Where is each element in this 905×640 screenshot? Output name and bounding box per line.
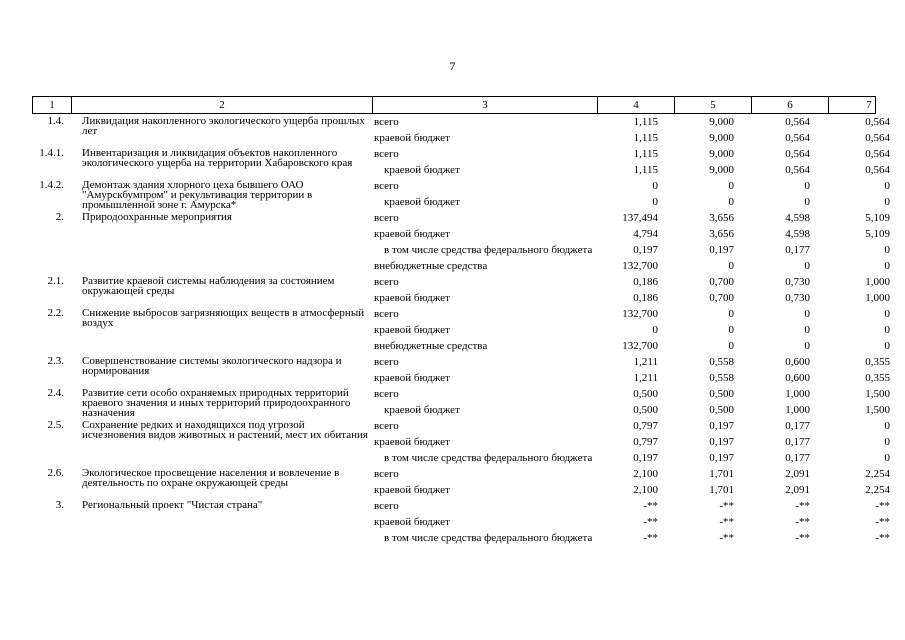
- value-cell: 0,564: [865, 148, 890, 160]
- value-cell: 0,700: [709, 292, 734, 304]
- funding-line: [370, 242, 902, 258]
- funding-lines: [370, 418, 902, 466]
- value-cell: -**: [643, 516, 658, 528]
- funding-source: всего: [374, 500, 399, 512]
- table-row: [32, 354, 890, 386]
- value-cell: 0: [884, 260, 890, 272]
- header-col-2: 2: [71, 97, 372, 113]
- value-cell: 2,254: [865, 484, 890, 496]
- value-cell: 0,186: [633, 276, 658, 288]
- funding-lines: [370, 210, 902, 274]
- value-cell: 0,564: [785, 164, 810, 176]
- value-cell: 1,000: [865, 276, 890, 288]
- value-cell: -**: [719, 500, 734, 512]
- funding-lines: [370, 306, 902, 354]
- funding-line: [370, 370, 902, 386]
- funding-line: [370, 130, 902, 146]
- row-number: 2.: [55, 211, 64, 223]
- funding-line: [370, 386, 902, 402]
- value-cell: 1,000: [785, 404, 810, 416]
- funding-line: [370, 338, 902, 354]
- table-row: [32, 210, 890, 274]
- funding-source: всего: [374, 116, 399, 128]
- value-cell: 1,115: [633, 164, 658, 176]
- funding-line: [370, 306, 902, 322]
- value-cell: 0,500: [633, 388, 658, 400]
- value-cell: 0,600: [785, 372, 810, 384]
- funding-source: всего: [374, 388, 399, 400]
- value-cell: 0: [884, 244, 890, 256]
- value-cell: 9,000: [709, 148, 734, 160]
- funding-source: краевой бюджет: [374, 228, 450, 240]
- table-row: [32, 178, 890, 211]
- value-cell: 1,500: [865, 388, 890, 400]
- value-cell: 5,109: [865, 228, 890, 240]
- table-row: [32, 466, 890, 498]
- funding-source: краевой бюджет: [374, 516, 450, 528]
- value-cell: 0,730: [785, 292, 810, 304]
- value-cell: 0,564: [785, 132, 810, 144]
- funding-line: [370, 210, 902, 226]
- value-cell: 0: [884, 180, 890, 192]
- funding-lines: [370, 146, 902, 178]
- funding-source: краевой бюджет: [374, 324, 450, 336]
- funding-source: всего: [374, 356, 399, 368]
- funding-line: [370, 178, 902, 194]
- budget-table: [32, 96, 890, 546]
- value-cell: 0: [884, 452, 890, 464]
- header-col-5: 5: [674, 97, 751, 113]
- header-col-6: 6: [751, 97, 828, 113]
- page-number: 7: [449, 59, 456, 73]
- value-cell: 1,115: [633, 132, 658, 144]
- value-cell: 2,254: [865, 468, 890, 480]
- funding-source: всего: [374, 148, 399, 160]
- value-cell: 0: [804, 324, 810, 336]
- funding-source: всего: [374, 276, 399, 288]
- funding-lines: [370, 178, 902, 210]
- value-cell: 9,000: [709, 116, 734, 128]
- funding-line: [370, 226, 902, 242]
- funding-source: краевой бюджет: [374, 372, 450, 384]
- header-col-3: 3: [372, 97, 597, 113]
- value-cell: 1,115: [633, 116, 658, 128]
- value-cell: 0: [804, 180, 810, 192]
- value-cell: 1,000: [785, 388, 810, 400]
- value-cell: 3,656: [709, 212, 734, 224]
- value-cell: 0,558: [709, 356, 734, 368]
- value-cell: 0: [884, 196, 890, 208]
- value-cell: 0,500: [633, 404, 658, 416]
- row-number: 2.2.: [47, 307, 64, 319]
- value-cell: 4,794: [633, 228, 658, 240]
- value-cell: 4,598: [785, 212, 810, 224]
- value-cell: 0: [884, 420, 890, 432]
- table-row: [32, 498, 890, 546]
- funding-line: [370, 434, 902, 450]
- row-title: Снижение выбросов загрязняющих веществ в атмосферный воздух: [82, 307, 365, 329]
- funding-source: в том числе средства федерального бюджета: [384, 244, 593, 256]
- value-cell: -**: [643, 532, 658, 544]
- row-number: 2.5.: [47, 419, 64, 431]
- row-number: 2.1.: [47, 275, 64, 287]
- value-cell: 0: [728, 340, 734, 352]
- value-cell: 0: [728, 180, 734, 192]
- funding-source: краевой бюджет: [384, 404, 460, 416]
- funding-source: краевой бюджет: [374, 484, 450, 496]
- funding-line: [370, 450, 902, 466]
- row-title: Экологическое просвещение населения и вовлечение в деятельность по охране окружающей среды: [82, 467, 340, 489]
- value-cell: 0: [652, 196, 658, 208]
- value-cell: 0,564: [865, 132, 890, 144]
- funding-source: внебюджетные средства: [374, 340, 488, 352]
- funding-line: [370, 514, 902, 530]
- value-cell: -**: [719, 532, 734, 544]
- funding-line: [370, 146, 902, 162]
- row-title: Ликвидация накопленного экологического ущерба прошлых лет: [82, 115, 365, 137]
- funding-lines: [370, 274, 902, 306]
- row-title: Природоохранные мероприятия: [82, 211, 232, 223]
- value-cell: 0,197: [633, 244, 658, 256]
- value-cell: -**: [719, 516, 734, 528]
- value-cell: 0: [884, 324, 890, 336]
- value-cell: 3,656: [709, 228, 734, 240]
- value-cell: 0,564: [785, 116, 810, 128]
- value-cell: 137,494: [622, 212, 658, 224]
- funding-source: в том числе средства федерального бюджета: [384, 532, 593, 544]
- value-cell: 1,000: [865, 292, 890, 304]
- value-cell: 0,197: [709, 436, 734, 448]
- value-cell: 2,100: [633, 484, 658, 496]
- value-cell: 0,197: [633, 452, 658, 464]
- funding-source: всего: [374, 468, 399, 480]
- row-number: 2.3.: [47, 355, 64, 367]
- value-cell: 1,701: [709, 468, 734, 480]
- row-title: Развитие краевой системы наблюдения за состоянием окружающей среды: [82, 275, 335, 297]
- value-cell: 0,177: [785, 436, 810, 448]
- value-cell: 0: [884, 308, 890, 320]
- row-number: 3.: [55, 499, 64, 511]
- value-cell: 0,564: [865, 164, 890, 176]
- funding-source: всего: [374, 180, 399, 192]
- row-title: Развитие сети особо охраняемых природных территорий краевого значения и иных территорий природоохранного назначения: [82, 387, 351, 419]
- value-cell: -**: [643, 500, 658, 512]
- row-title: Совершенствование системы экологического надзора и нормирования: [82, 355, 342, 377]
- value-cell: 0,177: [785, 244, 810, 256]
- value-cell: 0,355: [865, 356, 890, 368]
- value-cell: 2,100: [633, 468, 658, 480]
- table-row: [32, 274, 890, 306]
- value-cell: -**: [795, 500, 810, 512]
- value-cell: 1,500: [865, 404, 890, 416]
- value-cell: 0,564: [865, 116, 890, 128]
- value-cell: 1,211: [633, 356, 658, 368]
- row-number: 1.4.: [47, 115, 64, 127]
- value-cell: 0,500: [709, 404, 734, 416]
- value-cell: 0,500: [709, 388, 734, 400]
- value-cell: 0,700: [709, 276, 734, 288]
- value-cell: 0,186: [633, 292, 658, 304]
- value-cell: 4,598: [785, 228, 810, 240]
- value-cell: 0: [884, 436, 890, 448]
- value-cell: 1,211: [633, 372, 658, 384]
- value-cell: 0,197: [709, 244, 734, 256]
- value-cell: 132,700: [622, 308, 658, 320]
- row-title: Инвентаризация и ликвидация объектов накопленного экологического ущерба на территории Хабаровского края: [82, 147, 353, 169]
- funding-line: [370, 258, 902, 274]
- value-cell: 0,797: [633, 436, 658, 448]
- value-cell: 0,600: [785, 356, 810, 368]
- value-cell: 1,115: [633, 148, 658, 160]
- value-cell: 0,355: [865, 372, 890, 384]
- funding-line: [370, 114, 902, 130]
- value-cell: 0: [652, 324, 658, 336]
- value-cell: 1,701: [709, 484, 734, 496]
- table-row: [32, 418, 890, 466]
- row-number: 1.4.1.: [39, 147, 64, 159]
- funding-line: [370, 290, 902, 306]
- value-cell: 0: [804, 260, 810, 272]
- funding-source: краевой бюджет: [374, 132, 450, 144]
- funding-lines: [370, 386, 902, 418]
- funding-source: всего: [374, 420, 399, 432]
- value-cell: 0,558: [709, 372, 734, 384]
- value-cell: 5,109: [865, 212, 890, 224]
- value-cell: 132,700: [622, 340, 658, 352]
- header-col-1: 1: [49, 99, 55, 111]
- value-cell: 0,730: [785, 276, 810, 288]
- funding-line: [370, 466, 902, 482]
- value-cell: 0: [804, 340, 810, 352]
- row-title: Региональный проект "Чистая страна": [82, 499, 263, 511]
- funding-line: [370, 418, 902, 434]
- funding-line: [370, 354, 902, 370]
- funding-line: [370, 274, 902, 290]
- funding-source: краевой бюджет: [384, 164, 460, 176]
- value-cell: 0: [728, 196, 734, 208]
- table-header-row: [32, 96, 876, 114]
- funding-source: в том числе средства федерального бюджета: [384, 452, 593, 464]
- funding-line: [370, 498, 902, 514]
- funding-source: всего: [374, 308, 399, 320]
- header-col-4: 4: [597, 97, 674, 113]
- row-title: Сохранение редких и находящихся под угрозой исчезновения видов животных и растений, мест их обитания: [82, 419, 368, 441]
- funding-line: [370, 402, 902, 418]
- table-row: [32, 114, 890, 146]
- value-cell: -**: [795, 516, 810, 528]
- value-cell: 9,000: [709, 132, 734, 144]
- funding-source: краевой бюджет: [374, 436, 450, 448]
- funding-line: [370, 530, 902, 546]
- value-cell: 0: [652, 180, 658, 192]
- header-col-7: 7: [828, 97, 905, 113]
- row-title: Демонтаж здания хлорного цеха бывшего ОАО "Амурскбумпром" и рекультивация территории в промышленной зоне г. Амурска*: [82, 179, 313, 211]
- table-row: [32, 306, 890, 354]
- value-cell: 0,197: [709, 420, 734, 432]
- row-number: 2.4.: [47, 387, 64, 399]
- value-cell: 0: [728, 308, 734, 320]
- value-cell: -**: [875, 516, 890, 528]
- value-cell: -**: [795, 532, 810, 544]
- value-cell: 0: [728, 324, 734, 336]
- value-cell: 2,091: [785, 484, 810, 496]
- funding-lines: [370, 114, 902, 146]
- table-row: [32, 146, 890, 178]
- value-cell: 0: [884, 340, 890, 352]
- value-cell: 9,000: [709, 164, 734, 176]
- funding-lines: [370, 354, 902, 386]
- table-row: [32, 386, 890, 419]
- funding-line: [370, 482, 902, 498]
- value-cell: 2,091: [785, 468, 810, 480]
- funding-line: [370, 322, 902, 338]
- value-cell: 0,797: [633, 420, 658, 432]
- funding-lines: [370, 466, 902, 498]
- value-cell: -**: [875, 532, 890, 544]
- value-cell: 0: [804, 196, 810, 208]
- funding-source: краевой бюджет: [384, 196, 460, 208]
- funding-source: краевой бюджет: [374, 292, 450, 304]
- table-body: [32, 114, 890, 546]
- value-cell: 0: [728, 260, 734, 272]
- funding-line: [370, 194, 902, 210]
- value-cell: 0,197: [709, 452, 734, 464]
- row-number: 1.4.2.: [39, 179, 64, 191]
- value-cell: 132,700: [622, 260, 658, 272]
- value-cell: -**: [875, 500, 890, 512]
- funding-lines: [370, 498, 902, 546]
- funding-source: всего: [374, 212, 399, 224]
- value-cell: 0,564: [785, 148, 810, 160]
- row-number: 2.6.: [47, 467, 64, 479]
- funding-line: [370, 162, 902, 178]
- value-cell: 0: [804, 308, 810, 320]
- funding-source: внебюджетные средства: [374, 260, 488, 272]
- value-cell: 0,177: [785, 452, 810, 464]
- value-cell: 0,177: [785, 420, 810, 432]
